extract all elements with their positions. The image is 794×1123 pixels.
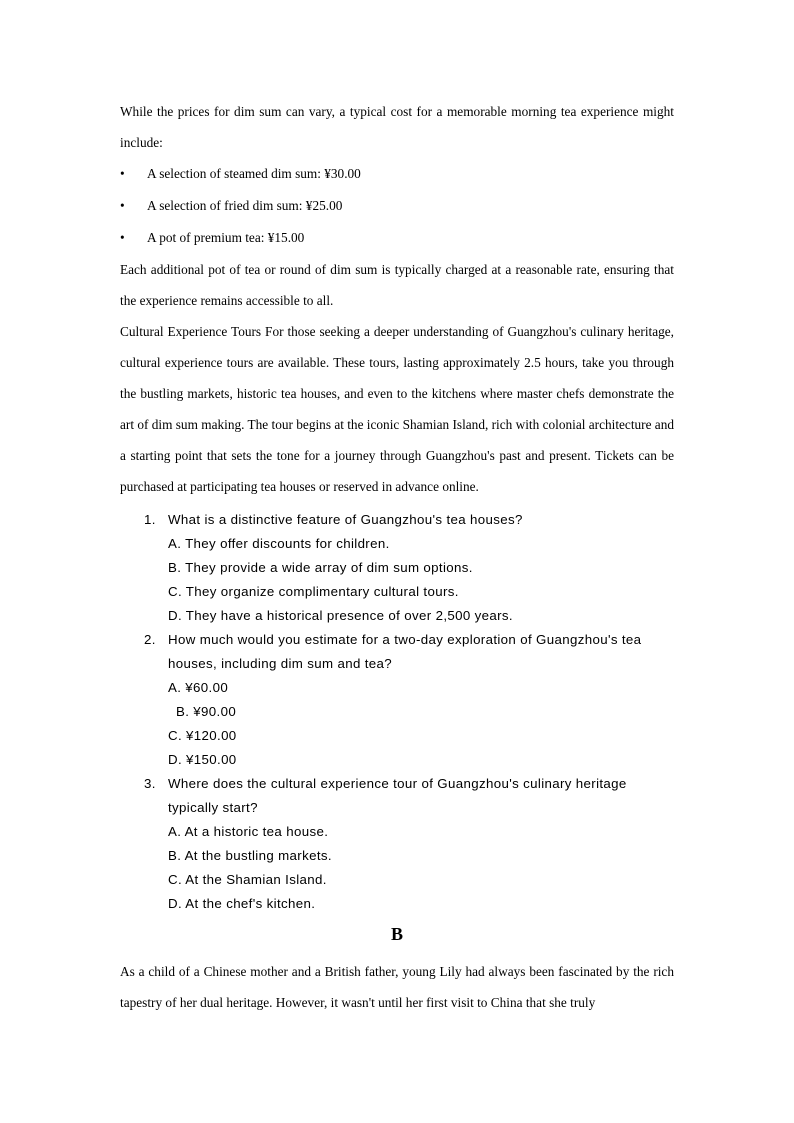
question-item (120, 628, 674, 772)
question-item (120, 508, 674, 628)
question-number: 3. (144, 776, 156, 791)
option-d: D. ¥150.00 (168, 752, 237, 767)
option-b: B. They provide a wide array of dim sum options. (168, 560, 473, 575)
question-number: 2. (144, 632, 156, 647)
list-item: • A selection of fried dim sum: ¥25.00 (120, 190, 674, 222)
question-list (120, 508, 674, 916)
bullet-icon: • (120, 198, 125, 213)
option-b: B. ¥90.00 (176, 704, 237, 719)
bullet-icon: • (120, 166, 125, 181)
option-a: A. They offer discounts for children. (168, 536, 390, 551)
option-c: C. At the Shamian Island. (168, 872, 327, 887)
question-text: Where does the cultural experience tour of Guangzhou's culinary heritage typically start? (168, 776, 627, 815)
intro-paragraph: While the prices for dim sum can vary, a typical cost for a memorable morning tea experience might include: (120, 104, 674, 150)
tours-paragraph: Cultural Experience Tours For those seeking a deeper understanding of Guangzhou's culinary heritage, cultural experience tours are available. These tours, lasting approximately 2.5 hours, take you through the bustling markets, historic tea houses, and even to the kitchens where master chefs demonstrate the art of dim sum making. The tour begins at the iconic Shamian Island, rich with colonial architecture and a starting point that sets the tone for a journey through Guangzhou's past and present. Tickets can be purchased at participating tea houses or reserved in advance online. (120, 324, 675, 494)
bullet-icon: • (120, 230, 125, 245)
option-d: D. At the chef's kitchen. (168, 896, 316, 911)
option-c: C. ¥120.00 (168, 728, 237, 743)
question-text: How much would you estimate for a two-day exploration of Guangzhou's tea houses, including dim sum and tea? (168, 632, 642, 671)
list-item: • A pot of premium tea: ¥15.00 (120, 222, 674, 254)
option-c: C. They organize complimentary cultural tours. (168, 584, 459, 599)
question-item (120, 772, 674, 916)
option-a: A. ¥60.00 (168, 680, 229, 695)
list-item: • A selection of steamed dim sum: ¥30.00 (120, 158, 674, 190)
section-heading-b: B (390, 924, 403, 944)
price-list (120, 158, 674, 254)
additional-paragraph: Each additional pot of tea or round of dim sum is typically charged at a reasonable rate, ensuring that the experience remains accessible to all. (120, 262, 674, 308)
document-page (120, 96, 674, 1018)
question-text: What is a distinctive feature of Guangzhou's tea houses? (168, 512, 523, 527)
option-d: D. They have a historical presence of over 2,500 years. (168, 608, 513, 623)
option-a: A. At a historic tea house. (168, 824, 329, 839)
section-b-paragraph: As a child of a Chinese mother and a British father, young Lily had always been fascinated by the rich tapestry of her dual heritage. However, it wasn't until her first visit to China that she truly (120, 964, 674, 1010)
question-number: 1. (144, 512, 156, 527)
option-b: B. At the bustling markets. (168, 848, 332, 863)
